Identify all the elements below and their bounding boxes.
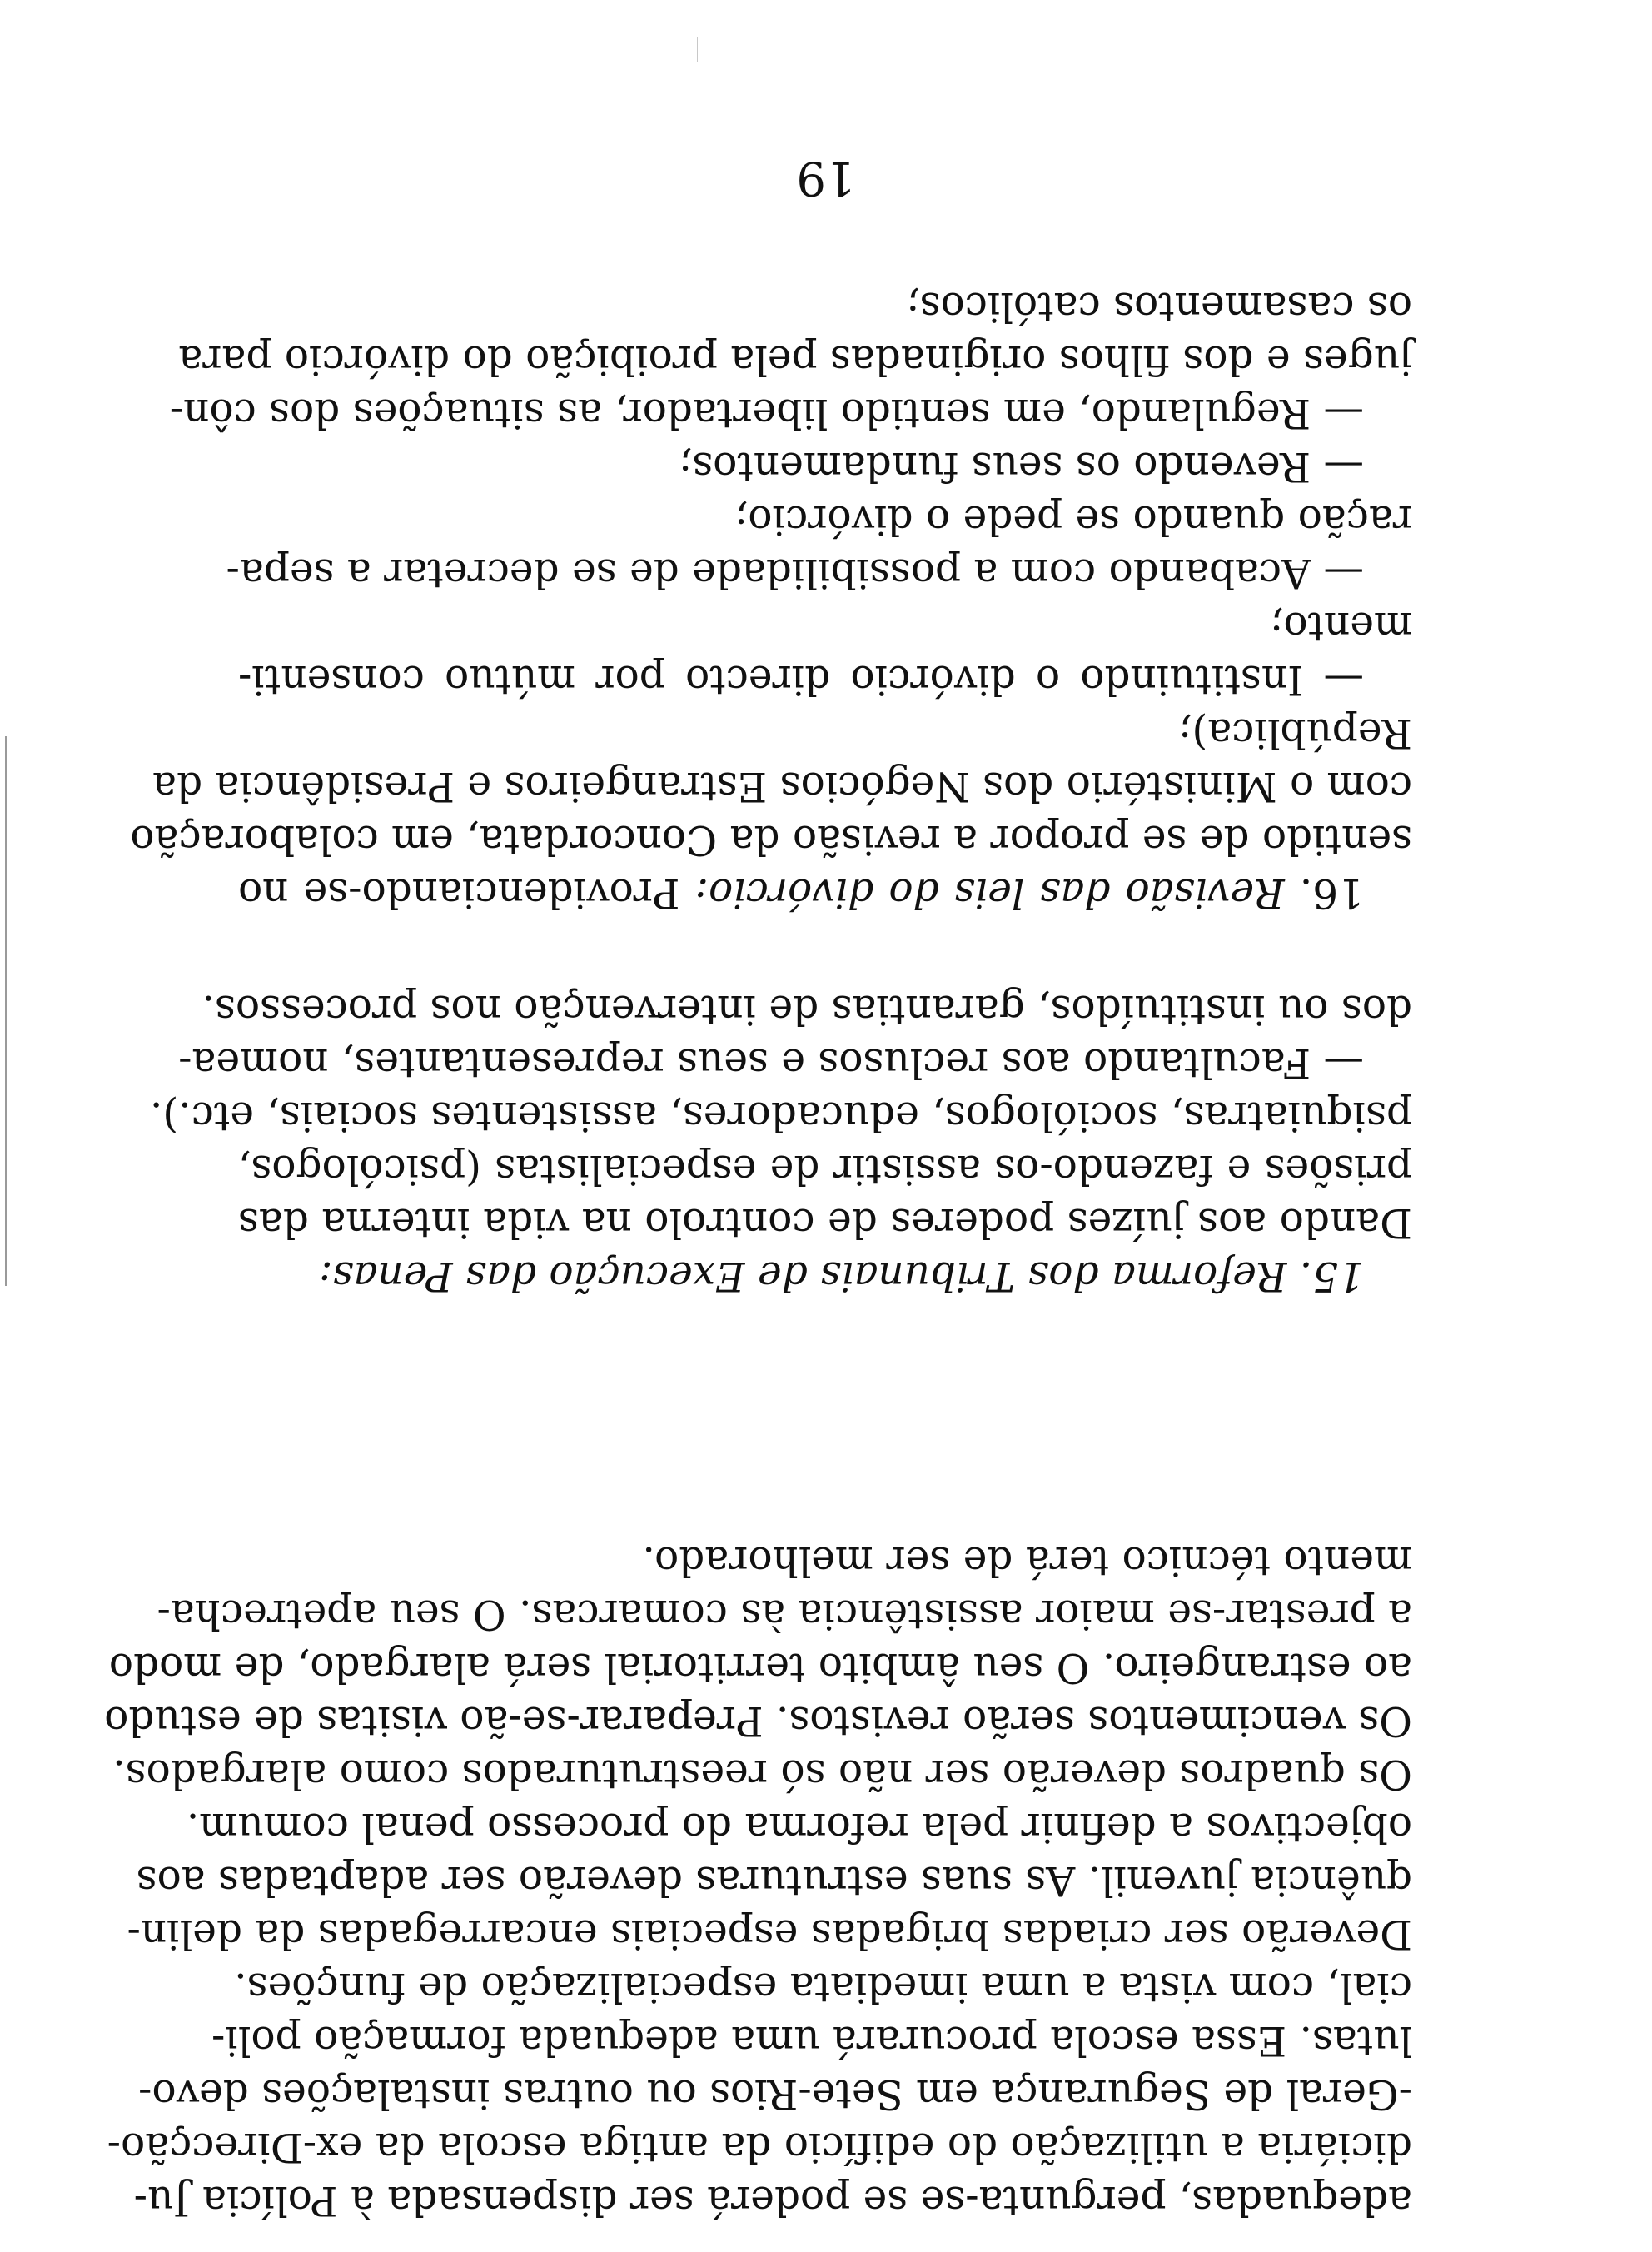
text-line: — Revendo os seus fundamentos;	[678, 443, 1364, 490]
text-line: a prestar-se maior assistência às comarcas. O seu apetrecha-	[157, 1591, 1412, 1637]
text-line: ração quando se pede o divórcio;	[734, 496, 1412, 543]
text-line: diciária a utilização do edifício da antiga escola da ex-Direcção-	[107, 2124, 1412, 2170]
text-line: juges e dos filhos originadas pela proibição do divórcio para	[178, 336, 1412, 383]
text-line: República);	[1178, 710, 1412, 756]
text-line: — Acabando com a possibilidade de se decretar a sepa-	[226, 550, 1364, 596]
section-number: 15.	[1299, 1253, 1364, 1299]
text-line: Os quadros deverão ser não só reestruturados como alargados.	[112, 1751, 1412, 1797]
text-line: objectivos a definir pela reforma do processo penal comum.	[186, 1804, 1412, 1851]
text-line: com o Ministério dos Negócios Estrangeiros e Presidência da	[152, 763, 1412, 810]
text-line: cial, com vista a uma imediata especialização de funções.	[234, 1964, 1412, 2010]
text-line: lutas. Essa escola procurará uma adequada formação poli-	[211, 2017, 1412, 2064]
text-line: mento;	[1270, 603, 1412, 650]
text-line: Deverão ser criadas brigadas especiais encarregadas da delin-	[127, 1911, 1412, 1957]
text-line: — Instituindo o divórcio directo por mútuo consenti-	[238, 656, 1364, 703]
text-line: — Facultando aos reclusos e seus representantes, nomea-	[178, 1039, 1364, 1086]
scan-edge-mark	[5, 736, 7, 1286]
section-16	[130, 280, 1412, 919]
section-title: Reforma dos Tribunais de Execução das Penas:	[319, 1253, 1287, 1299]
section-heading	[238, 1249, 1412, 1303]
section-first-line: Providenciando-se no	[238, 869, 680, 916]
section-title: Revisão das leis do divórcio:	[694, 869, 1285, 916]
section-number: 16.	[1299, 869, 1364, 916]
text-line: adequadas, pergunta-se se poderá ser dispensada à Polícia Ju-	[133, 2177, 1412, 2224]
text-line: mento técnico terá de ser melhorado.	[642, 1537, 1412, 1584]
continuation-paragraph	[104, 1534, 1412, 2227]
text-line: prisões e fazendo-os assistir de especialistas (psicólogos,	[238, 1146, 1412, 1193]
section-15	[149, 983, 1412, 1303]
text-line: dos ou instituídos, garantias de intervenção nos processos.	[202, 986, 1412, 1033]
text-line: ao estrangeiro. O seu âmbito territorial será alargado, de modo	[108, 1644, 1412, 1691]
text-line: sentido de se propor a revisão da Concordata, em colaboração	[130, 816, 1412, 863]
text-line: — Regulando, em sentido libertador, as situações dos côn-	[169, 390, 1364, 436]
text-line: psiquiatras, sociólogos, educadores, assistentes sociais, etc.).	[149, 1093, 1412, 1139]
text-line: -Geral de Segurança em Sete-Rios ou outras instalações devo-	[138, 2070, 1412, 2117]
text-line: quência juvenil. As suas estruturas deverão ser adaptadas aos	[136, 1857, 1412, 1904]
text-line: os casamentos católicos;	[906, 283, 1412, 330]
text-line: Dando aos juízes poderes de controlo na vida interna das	[238, 1199, 1412, 1246]
text-line: Os vencimentos serão revistos. Preparar-se-ão visitas de estudo	[104, 1697, 1412, 1744]
scan-speck-mark	[697, 37, 698, 62]
page-number: 19	[796, 151, 856, 205]
section-heading	[238, 866, 1412, 919]
